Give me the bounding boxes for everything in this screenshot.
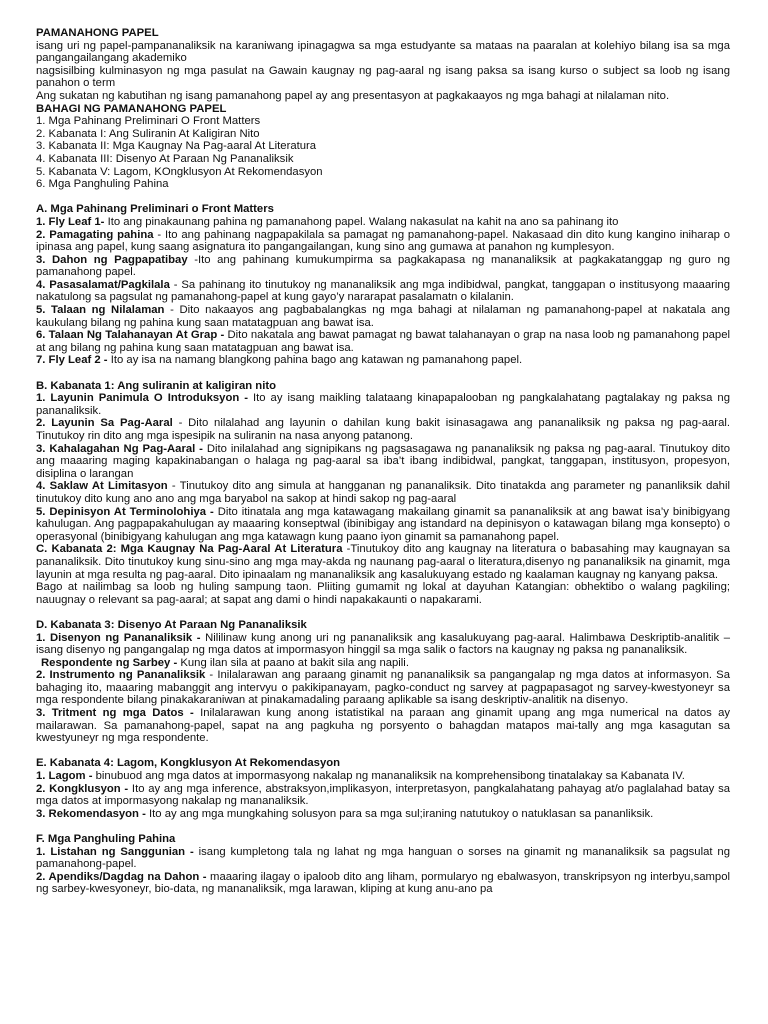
- item-text: - Dito nakaayos ang pagbabalangkas ng mga bahagi at nilalaman ng pamanahong-papel at nakatala ang kaukulang bilang ng pahina kung saan matatagpuan ang bawat isa.: [36, 304, 730, 329]
- item-text: - Tinutukoy dito ang simula at hangganan ng pananaliksik. Dito tinatakda ang parameter ng pananliksik dahil tinutukoy dito kung ano ano ang mga baryabol na sakop at hindi sakop ng pag-aaral: [36, 480, 730, 505]
- item-text: Dito itinatala ang mga katawagang makailang ginamit sa pananaliksik at ang bawat isa’y binibigyang kahulugan. Ang pagpapakahulugan ay maaaring konseptwal (ibinibigay ang istandard na depinisyon o katawagan bilang mga konsepto) o operasyonal (binibigyang kahulugan ang mga katawagn kung paano iyon ginamit sa pamanahong papel.: [36, 505, 731, 543]
- section-f-item-2: [36, 871, 730, 896]
- section-a-item-2: [36, 229, 730, 254]
- item-text: Ito ay ang mga mungkahing solusyon para sa mga sul;iraning natutukoy o natuklasan sa pananliksik.: [145, 807, 654, 820]
- item-term: 2. Kongklusyon -: [36, 782, 129, 795]
- section-e-heading: E. Kabanata 4: Lagom, Kongklusyon At Rekomendasyon: [36, 757, 341, 770]
- section-f-item-1: [36, 846, 730, 871]
- item-text: - Sa pahinang ito tinutukoy ng mananaliksik ang mga indibidwal, pangkat, tanggapan o institusyong maaaring nakatulong sa pagsulat ng pamanahong-papel at kung gayo’y nararapat pasalamatn o kilalanin.: [36, 278, 730, 304]
- item-term: 1. Layunin Panimula O Introduksyon -: [36, 392, 249, 405]
- intro-paragraph-2: nagsisilbing kulminasyon ng mga pasulat na Gawain kaugnay ng pag-aaral ng isang paksa sa isang kurso o subject sa loob ng isang panahon o term: [36, 64, 730, 90]
- item-term: 2. Instrumento ng Pananaliksik: [36, 669, 206, 682]
- item-text: Ito ay isa na namang blangkong pahina bago ang katawan ng pamanahong papel.: [107, 354, 523, 367]
- item-term: 1. Lagom -: [36, 770, 93, 783]
- section-b-heading: B. Kabanata 1: Ang suliranin at kaligiran nito: [36, 379, 276, 392]
- section-d-item-2: [36, 669, 730, 707]
- item-term: 4. Saklaw At Limitasyon: [36, 480, 168, 493]
- item-text: Inilalarawan kung anong istatistikal na paraan ang ginamit upang ang mga numerical na datos ay mailarawan. Sa pamanahong-papel, sapat na ang pagkuha ng porsyento o bahagdan matapos mai-tally ang mga kasagutan sa kwestyuneyr ng mga respondente.: [36, 707, 731, 745]
- item-term: 5. Talaan ng Nilalaman: [36, 304, 165, 317]
- section-a-item-3: [36, 254, 730, 279]
- item-text: - Inilalarawan ang paraang ginamit ng pananaliksik sa pangangalap ng mga datos at informasyon. Sa bahaging ito, maaaring mabanggit ang intervyu o pakikipanayam, pagko-conduct ng sarvey at pagpapasagot ng sarvey-kwestyoneyr sa mga respondente bilang pinakakaraniwan at pinakamadaling paraang aplikable sa isang deskriptiv-analitik na disenyo.: [36, 669, 730, 707]
- item-text: Ito ang pinakaunang pahina ng pamanahong papel. Walang nakasulat na kahit na ano sa pahinang ito: [104, 215, 619, 228]
- item-text: Kung ilan sila at paano at bakit sila ang napili.: [177, 656, 409, 669]
- section-b-item-1: [36, 392, 730, 417]
- item-term: Respondente ng Sarbey -: [41, 656, 178, 669]
- item-term: 3. Kahalagahan Ng Pag-Aaral -: [36, 442, 203, 455]
- item-term: 4. Pasasalamat/Pagkilala: [36, 278, 170, 291]
- intro-paragraph-1: isang uri ng papel-pampananaliksik na karaniwang ipinagagwa sa mga estudyante sa mataas na paaralan at kolehiyo bilang isa sa mga pangangailangang akademiko: [36, 39, 730, 65]
- section-a-item-7: [36, 354, 730, 367]
- item-text: -Ito ang pahinang kumukumpirma sa pagkakapasa ng mananaliksik at pagkakatanggap ng guro ng pamanahong papel.: [36, 253, 731, 279]
- item-text: maaaring ilagay o ipaloob dito ang liham, pormularyo ng ebalwasyon, transkripsyon ng interbyu,sampol ng sarbey-kwesyoneyr, bio-data, ng mananaliksik, mga larawan, kliping at kung anu-ano pa: [36, 870, 730, 896]
- item-text: Dito inilalahad ang signipikans ng pagsasagawa ng pananaliksik ng paksa ng pag-aaral. Tinutukoy dito ang maaaring maging kapakinabangan o halaga ng pag-aaral sa iba’t ibang indibidwal, pangkat, tanggapan, institusyon, propesyon, disiplina o larangan: [36, 442, 730, 480]
- section-f-heading: F. Mga Panghuling Pahina: [36, 833, 176, 845]
- section-b-item-5: [36, 506, 730, 544]
- item-term: 2. Layunin Sa Pag-Aaral: [36, 417, 173, 430]
- item-term: 3. Tritment ng mga Datos -: [36, 707, 194, 720]
- parts-item: 6. Mga Panghuling Pahina: [36, 178, 169, 191]
- section-c-extra: Bago at nailimbag sa loob ng huling sampung taon. Pliiting gumamit ng lokal at dayuhan Katangian: obhektibo o walang pagkiling; nauugnay o relevant sa pag-aaral; at sapat ang dami o hindi napakakaunti o napakarami.: [36, 581, 730, 606]
- section-c-paragraph: [36, 543, 730, 581]
- item-term: 7. Fly Leaf 2 -: [36, 354, 108, 367]
- intro-paragraph-3: Ang sukatan ng kabutihan ng isang pamanahong papel ay ang presentasyon at pagkakaayos ng mga bahagi at nilalaman nito.: [36, 89, 670, 102]
- section-e-item-1: [36, 770, 730, 783]
- section-e-item-3: [36, 808, 730, 821]
- parts-item: 5. Kabanata V: Lagom, KOngklusyon At Rekomendasyon: [36, 165, 323, 178]
- item-term: 3. Dahon ng Pagpapatibay: [36, 253, 188, 266]
- section-e-item-2: [36, 783, 730, 808]
- item-text: Nililinaw kung anong uri ng pananaliksik ang kasalukuyang pag-aaral. Halimbawa Deskriptib-analitik – isang disenyo ng pangangalap ng mga datos at impormasyon hinggil sa mga salik o factors na kaugnay ng paksa ng pananaliksik.: [36, 631, 730, 657]
- item-term: 6. Talaan Ng Talahanayan At Grap -: [36, 329, 225, 342]
- item-text: Ito ay ang mga inference, abstraksyon,implikasyon, interpretasyon, pangkalahatang pahayag at/o paglalahad batay sa mga datos at impormasyong nakalap ng mananaliksik.: [36, 782, 730, 808]
- section-d-item-3: [36, 707, 730, 745]
- parts-item: 4. Kabanata III: Disenyo At Paraan Ng Pananaliksik: [36, 152, 294, 165]
- item-term: 5. Depinisyon At Terminolohiya -: [36, 505, 214, 518]
- section-b-item-3: [36, 443, 730, 481]
- section-b-item-4: [36, 480, 730, 505]
- section-d-heading: D. Kabanata 3: Disenyo At Paraan Ng Pananaliksik: [36, 618, 307, 631]
- item-text: Dito nakatala ang bawat pamagat ng bawat talahanayan o grap na nasa loob ng pamanahong papel at ang bilang ng pahina kung saan matatagpuan ang bawat isa.: [36, 329, 730, 354]
- parts-item: 3. Kabanata II: Mga Kaugnay Na Pag-aaral At Literatura: [36, 140, 317, 153]
- section-a-item-1: [36, 216, 730, 229]
- item-text: isang kumpletong tala ng lahat ng mga hanguan o sorses na ginamit ng mananaliksik sa pagsulat ng pamanahong-papel.: [36, 845, 730, 871]
- item-text: binubuod ang mga datos at impormasyong nakalap ng mananaliksik na komprehensibong tinatalakay sa Kabanata IV.: [92, 770, 685, 783]
- item-term: 1. Disenyon ng Pananaliksik -: [36, 631, 201, 644]
- item-term: 2. Apendiks/Dagdag na Dahon -: [36, 870, 207, 883]
- parts-heading: BAHAGI NG PAMANAHONG PAPEL: [36, 102, 227, 115]
- item-term: 2. Pamagating pahina: [36, 228, 154, 241]
- item-text: - Ito ang pahinang nagpapakilala sa pamagat ng pamanahong-papel. Nakasaad din dito kung kangino iniharap o ipinasa ang papel, kung saang asignatura ito pangangailangan, kung sino ang gumawa at panahon ng kumplesyon.: [36, 228, 731, 254]
- parts-item: 1. Mga Pahinang Preliminari O Front Matters: [36, 115, 261, 128]
- section-a-item-4: [36, 279, 730, 304]
- section-c-heading: C. Kabanata 2: Mga Kaugnay Na Pag-Aaral At Literatura: [36, 543, 343, 556]
- section-a-item-6: [36, 329, 730, 354]
- item-term: 1. Fly Leaf 1-: [36, 215, 105, 228]
- item-text: - Dito nilalahad ang layunin o dahilan kung bakit isinasagawa ang pananaliksik ng paksa ng pag-aaral. Tinutukoy rin dito ang mga ispesipik na suliranin na nasa anyong patanong.: [36, 417, 731, 442]
- section-a-item-5: [36, 304, 730, 329]
- item-term: 3. Rekomendasyon -: [36, 807, 146, 820]
- section-d-item-1: [36, 632, 730, 657]
- document-title: PAMANAHONG PAPEL: [36, 27, 159, 39]
- item-text: Ito ay isang maikling talataang kinapapalooban ng pangkalahatang pagtalakay ng paksa ng pananaliksik.: [36, 392, 730, 417]
- section-c-text: -Tinutukoy dito ang kaugnay na literatura o babasahing may kaugnayan sa pananaliksik. Dito tinutukoy kung sinu-sino ang mga may-akda ng naunang pag-aaral o literatura,disenyo ng pananaliksik na ginamit, mga layunin at mga resulta ng pag-aaral. Dito ipinaalam ng mananaliksik ang kasalukuyang estado ng kaalaman kaugnay ng kanyang paksa.: [36, 543, 730, 581]
- section-b-item-2: [36, 417, 730, 442]
- section-a-heading: A. Mga Pahinang Preliminari o Front Matters: [36, 203, 274, 216]
- item-term: 1. Listahan ng Sanggunian -: [36, 845, 194, 858]
- section-d-item-respondente: [36, 657, 730, 670]
- parts-item: 2. Kabanata I: Ang Suliranin At Kaligiran Nito: [36, 127, 260, 140]
